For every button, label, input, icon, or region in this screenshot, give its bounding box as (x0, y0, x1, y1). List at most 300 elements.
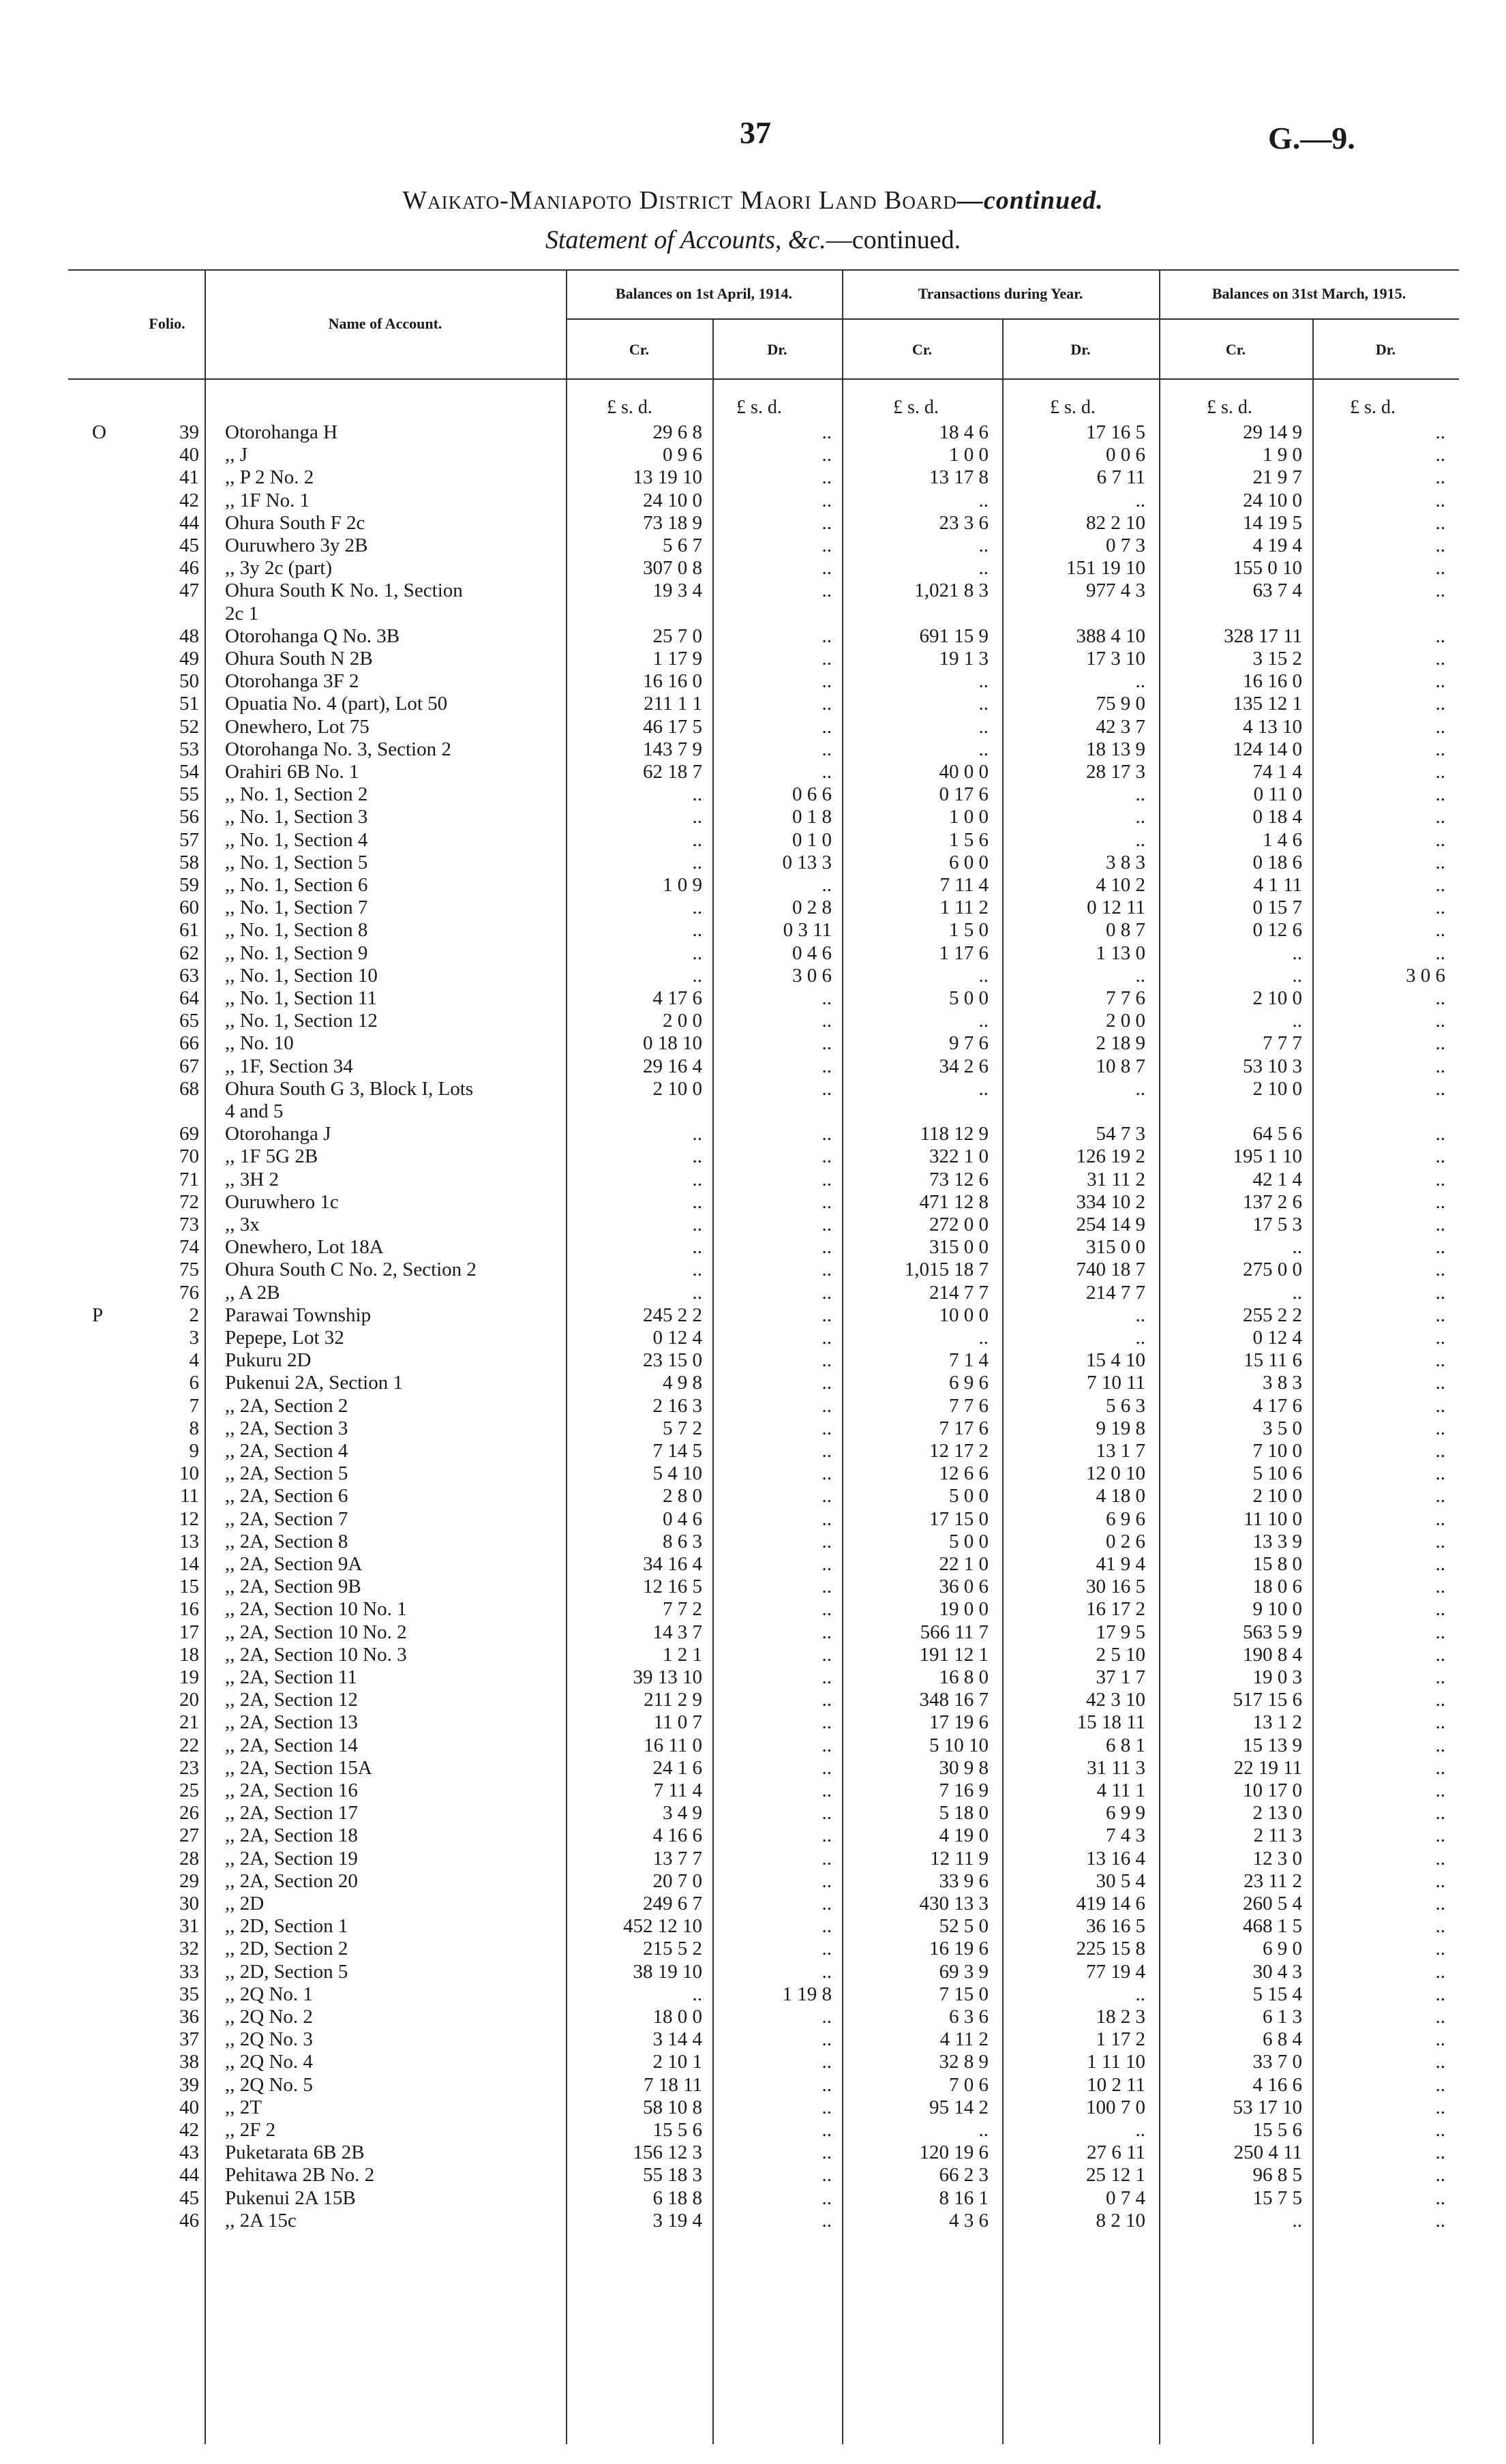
amount-cell: .. (1435, 761, 1445, 783)
amount-cell: 13 7 7 (652, 1847, 702, 1869)
amount-cell: 5 7 2 (663, 1417, 702, 1439)
folio-number: 55 (179, 783, 199, 806)
amount-cell: .. (822, 625, 832, 647)
amount-cell: 4 19 4 (1252, 535, 1302, 556)
amount-cell: 3 19 4 (652, 2209, 702, 2232)
amount-cell: .. (1435, 1304, 1445, 1326)
folio-number: 59 (179, 874, 199, 896)
account-name: Onewhero, Lot 75 (225, 715, 370, 738)
unit-label-5: £ s. d. (1207, 397, 1252, 418)
amount-cell: 13 1 2 (1252, 1711, 1302, 1734)
amount-cell: 126 19 2 (1076, 1145, 1145, 1168)
amount-cell: .. (1435, 1168, 1445, 1190)
header-transactions: Transactions during Year. (918, 285, 1083, 302)
header-cr-open: Cr. (629, 341, 650, 358)
amount-cell: .. (978, 2119, 989, 2141)
amount-cell: 7 0 6 (949, 2073, 989, 2096)
account-name: ,, 2A 15c (225, 2209, 297, 2232)
table-row (0, 1055, 1506, 1078)
amount-cell: 19 0 0 (939, 1598, 989, 1621)
unit-label-2: £ s. d. (736, 397, 782, 418)
amount-cell: .. (1435, 2187, 1445, 2209)
amount-cell: 7 7 7 (1263, 1032, 1302, 1055)
account-name: ,, 2Q No. 1 (225, 1983, 313, 2005)
amount-cell: .. (822, 2187, 832, 2209)
account-name: Parawai Township (225, 1304, 372, 1326)
amount-cell: 5 6 7 (663, 535, 702, 556)
amount-cell: .. (822, 1893, 832, 1914)
amount-cell: .. (978, 964, 989, 987)
table-row (0, 1282, 1506, 1304)
account-name: ,, 2A, Section 17 (225, 1802, 358, 1824)
amount-cell: .. (1135, 783, 1145, 806)
table-row (0, 1824, 1506, 1847)
amount-cell: .. (1292, 964, 1302, 987)
table-row (0, 625, 1506, 648)
amount-cell: .. (1135, 2119, 1145, 2141)
amount-cell: .. (822, 2096, 832, 2118)
folio-number: 25 (179, 1779, 199, 1801)
amount-cell: 15 7 5 (1252, 2187, 1302, 2209)
title-continued: —continued. (957, 186, 1104, 215)
folio-number: 66 (179, 1032, 199, 1055)
amount-cell: 73 12 6 (929, 1168, 989, 1190)
amount-cell: .. (822, 670, 832, 693)
amount-cell: 17 16 5 (1086, 421, 1145, 443)
amount-cell: .. (822, 1236, 832, 1259)
folio-number: 21 (179, 1711, 199, 1734)
amount-cell: 18 0 6 (1252, 1576, 1302, 1598)
amount-cell: .. (1292, 2209, 1302, 2232)
amount-cell: 62 18 7 (643, 761, 702, 783)
amount-cell: 3 5 0 (1263, 1417, 1302, 1439)
account-name: ,, No. 1, Section 11 (225, 987, 377, 1009)
table-row (0, 557, 1506, 580)
folio-number: 44 (179, 511, 199, 534)
folio-number: 29 (179, 1869, 199, 1892)
folio-number: 4 (189, 1349, 199, 1372)
table-row (0, 580, 1506, 602)
folio-number: 40 (179, 2096, 199, 2118)
header-cr-close: Cr. (1225, 341, 1246, 358)
amount-cell: .. (822, 535, 832, 556)
amount-cell: 14 19 5 (1243, 511, 1302, 534)
amount-cell: 15 5 6 (1252, 2119, 1302, 2141)
amount-cell: 1 17 6 (939, 942, 989, 964)
amount-cell: .. (692, 1145, 702, 1168)
amount-cell: 17 3 10 (1086, 648, 1145, 670)
amount-cell: 1 0 9 (663, 874, 702, 896)
amount-cell: .. (822, 1530, 832, 1552)
amount-cell: 4 19 0 (939, 1824, 989, 1847)
amount-cell: .. (822, 693, 832, 715)
account-name: Opuatia No. 4 (part), Lot 50 (225, 693, 448, 715)
amount-cell: 31 11 2 (1087, 1168, 1145, 1190)
amount-cell: .. (692, 1259, 702, 1281)
amount-cell: 2 10 0 (1252, 987, 1302, 1009)
amount-cell: 41 9 4 (1096, 1553, 1145, 1575)
folio-number: 74 (179, 1236, 199, 1259)
table-row (0, 1349, 1506, 1372)
amount-cell: .. (822, 1869, 832, 1892)
amount-cell: 6 8 4 (1263, 2028, 1302, 2051)
folio-number: 3 (189, 1327, 199, 1349)
amount-cell: .. (822, 1372, 832, 1394)
amount-cell: .. (822, 1485, 832, 1507)
amount-cell: 0 0 6 (1106, 444, 1145, 466)
folio-number: 27 (179, 1824, 199, 1847)
amount-cell: 6 1 3 (1263, 2006, 1302, 2028)
table-row (0, 2187, 1506, 2210)
account-name: Ohura South F 2c (225, 511, 365, 534)
amount-cell: 30 5 4 (1096, 1869, 1145, 1892)
amount-cell: 315 0 0 (1086, 1236, 1145, 1259)
amount-cell: 740 18 7 (1076, 1259, 1145, 1281)
amount-cell: 124 14 0 (1233, 738, 1302, 760)
account-name: ,, 2D, Section 2 (225, 1938, 348, 1960)
amount-cell: .. (822, 1938, 832, 1960)
amount-cell: 42 3 10 (1086, 1689, 1145, 1711)
table-row (0, 1214, 1506, 1236)
amount-cell: 7 15 0 (939, 1983, 989, 2005)
amount-cell: .. (822, 2051, 832, 2073)
amount-cell: .. (978, 557, 989, 580)
amount-cell: 29 14 9 (1243, 421, 1302, 443)
account-name: ,, 2D, Section 5 (225, 1960, 348, 1983)
account-name: ,, 2A, Section 19 (225, 1847, 358, 1869)
table-row (0, 1734, 1506, 1757)
amount-cell: 13 3 9 (1252, 1530, 1302, 1552)
amount-cell: .. (692, 897, 702, 919)
account-name: Ohura South G 3, Block I, Lots (225, 1077, 474, 1100)
amount-cell: 0 3 11 (783, 919, 832, 942)
amount-cell: .. (822, 874, 832, 896)
page-number: 37 (740, 115, 771, 150)
header-balances-open: Balances on 1st April, 1914. (615, 285, 793, 302)
amount-cell: 25 7 0 (652, 625, 702, 647)
amount-cell: 191 12 1 (919, 1643, 989, 1666)
amount-cell: 12 11 9 (930, 1847, 989, 1869)
account-name: ,, 1F No. 1 (225, 489, 310, 511)
amount-cell: .. (1435, 1779, 1445, 1801)
header-dr-open: Dr. (767, 341, 787, 358)
amount-cell: .. (822, 1756, 832, 1779)
amount-cell: 22 19 11 (1233, 1756, 1302, 1779)
amount-cell: 24 1 6 (652, 1756, 702, 1779)
account-name: Ohura South N 2B (225, 648, 373, 670)
folio-number: 35 (179, 1983, 199, 2005)
amount-cell: 31 11 3 (1087, 1756, 1145, 1779)
table-row (0, 1440, 1506, 1462)
account-name: 4 and 5 (225, 1100, 284, 1122)
table-row (0, 1372, 1506, 1394)
amount-cell: .. (822, 1802, 832, 1824)
account-name: ,, 2Q No. 4 (225, 2051, 313, 2073)
amount-cell: 1,021 8 3 (914, 580, 989, 602)
account-name: ,, No. 1, Section 7 (225, 897, 368, 919)
folio-number: 45 (179, 2187, 199, 2209)
amount-cell: .. (822, 1734, 832, 1756)
folio-number: 9 (189, 1440, 199, 1462)
amount-cell: 388 4 10 (1076, 625, 1145, 647)
amount-cell: .. (822, 1077, 832, 1100)
table-row (0, 1621, 1506, 1644)
table-row (0, 2164, 1506, 2187)
amount-cell: .. (1435, 806, 1445, 828)
table-row (0, 2051, 1506, 2073)
amount-cell: 2 18 9 (1096, 1032, 1145, 1055)
amount-cell: .. (1135, 489, 1145, 511)
amount-cell: 6 18 8 (652, 2187, 702, 2209)
amount-cell: 3 0 6 (1406, 964, 1445, 987)
amount-cell: .. (1435, 1485, 1445, 1507)
account-name: ,, 2D, Section 1 (225, 1915, 348, 1938)
amount-cell: .. (1435, 1010, 1445, 1032)
amount-cell: 16 8 0 (939, 1666, 989, 1688)
folio-letter: O (92, 421, 106, 443)
amount-cell: .. (1435, 1327, 1445, 1349)
amount-cell: 334 10 2 (1076, 1190, 1145, 1213)
account-name: ,, A 2B (225, 1281, 280, 1304)
account-name: ,, 1F, Section 34 (225, 1055, 353, 1077)
folio-number: 18 (179, 1643, 199, 1666)
folio-number: 15 (179, 1576, 199, 1598)
amount-cell: 1 5 0 (949, 919, 989, 942)
amount-cell: .. (1435, 557, 1445, 580)
amount-cell: 1 0 0 (949, 444, 989, 466)
amount-cell: .. (1435, 2006, 1445, 2028)
amount-cell: 250 4 11 (1233, 2142, 1302, 2164)
amount-cell: 1 11 10 (1087, 2051, 1145, 2073)
amount-cell: .. (1435, 1349, 1445, 1372)
amount-cell: .. (1435, 1530, 1445, 1552)
amount-cell: 0 1 0 (792, 828, 832, 851)
amount-cell: 42 3 7 (1096, 715, 1145, 738)
amount-cell: 2 5 10 (1096, 1643, 1145, 1666)
amount-cell: 30 9 8 (939, 1756, 989, 1779)
account-name: ,, 2A, Section 4 (225, 1440, 348, 1462)
amount-cell: 15 18 11 (1076, 1711, 1145, 1734)
amount-cell: 32 8 9 (939, 2051, 989, 2073)
amount-cell: 9 19 8 (1096, 1417, 1145, 1439)
amount-cell: 82 2 10 (1086, 511, 1145, 534)
folio-number: 67 (179, 1055, 199, 1077)
amount-cell: 22 1 0 (939, 1553, 989, 1575)
amount-cell: .. (692, 1236, 702, 1259)
folio-number: 33 (179, 1960, 199, 1983)
table-row (0, 1508, 1506, 1531)
amount-cell: 4 11 1 (1096, 1779, 1145, 1801)
amount-cell: 0 17 6 (939, 783, 989, 806)
account-name: Pepepe, Lot 32 (225, 1327, 344, 1349)
account-name: ,, 2A, Section 5 (225, 1462, 348, 1485)
account-name: Pehitawa 2B No. 2 (225, 2164, 375, 2187)
amount-cell: 0 12 11 (1087, 897, 1145, 919)
amount-cell: 55 18 3 (643, 2164, 702, 2187)
amount-cell: .. (1435, 1032, 1445, 1055)
amount-cell: 24 10 0 (1243, 489, 1302, 511)
amount-cell: .. (1435, 1281, 1445, 1304)
amount-cell: .. (978, 535, 989, 556)
folio-number: 30 (179, 1893, 199, 1914)
amount-cell: .. (1435, 1372, 1445, 1394)
amount-cell: .. (822, 1010, 832, 1032)
amount-cell: .. (1435, 1259, 1445, 1281)
table-row (0, 965, 1506, 987)
account-name: Ouruwhero 1c (225, 1190, 339, 1213)
amount-cell: 13 17 8 (929, 466, 989, 489)
folio-letter: P (92, 1304, 104, 1326)
amount-cell: 40 0 0 (939, 761, 989, 783)
amount-cell: .. (1435, 1214, 1445, 1235)
table-row (0, 1576, 1506, 1598)
folio-number: 51 (179, 693, 199, 715)
amount-cell: 517 15 6 (1233, 1689, 1302, 1711)
amount-cell: 17 19 6 (929, 1711, 989, 1734)
amount-cell: .. (978, 738, 989, 760)
amount-cell: .. (822, 489, 832, 511)
amount-cell: .. (1135, 1304, 1145, 1326)
amount-cell: 58 10 8 (643, 2096, 702, 2118)
account-name: ,, 2A, Section 20 (225, 1869, 358, 1892)
amount-cell: 0 12 4 (1252, 1327, 1302, 1349)
amount-cell: .. (692, 851, 702, 873)
amount-cell: .. (822, 1621, 832, 1643)
folio-number: 13 (179, 1530, 199, 1552)
amount-cell: 3 15 2 (1252, 648, 1302, 670)
amount-cell: 8 2 10 (1096, 2209, 1145, 2232)
amount-cell: 66 2 3 (939, 2164, 989, 2187)
amount-cell: 10 17 0 (1243, 1779, 1302, 1801)
amount-cell: 2 10 1 (652, 2051, 702, 2073)
table-row (0, 2028, 1506, 2051)
amount-cell: .. (692, 919, 702, 942)
account-name: ,, 1F 5G 2B (225, 1145, 318, 1168)
account-name: ,, 2A, Section 2 (225, 1394, 348, 1417)
amount-cell: 12 6 6 (939, 1462, 989, 1485)
amount-cell: 46 17 5 (643, 715, 702, 738)
amount-cell: 5 0 0 (949, 1485, 989, 1507)
amount-cell: 0 18 4 (1252, 806, 1302, 828)
amount-cell: 6 9 9 (1106, 1802, 1145, 1824)
amount-cell: .. (1435, 2164, 1445, 2187)
table-row (0, 1689, 1506, 1711)
amount-cell: 7 16 9 (939, 1779, 989, 1801)
amount-cell: 214 7 7 (1086, 1281, 1145, 1304)
folio-number: 50 (179, 670, 199, 693)
table-row (0, 1145, 1506, 1168)
header-dr-trans: Dr. (1070, 341, 1091, 358)
unit-label-1: £ s. d. (607, 397, 652, 418)
amount-cell: 25 12 1 (1086, 2164, 1145, 2187)
amount-cell: .. (822, 761, 832, 783)
amount-cell: .. (1435, 421, 1445, 443)
amount-cell: 33 7 0 (1252, 2051, 1302, 2073)
account-name: ,, 2Q No. 5 (225, 2073, 313, 2096)
table-row (0, 1032, 1506, 1055)
amount-cell: 0 2 8 (792, 897, 832, 919)
folio-number: 40 (179, 444, 199, 466)
amount-cell: .. (822, 2073, 832, 2096)
amount-cell: 16 16 0 (643, 670, 702, 693)
amount-cell: 348 16 7 (919, 1689, 989, 1711)
amount-cell: 10 0 0 (939, 1304, 989, 1326)
amount-cell: 4 13 10 (1243, 715, 1302, 738)
account-name: ,, No. 1, Section 5 (225, 851, 368, 873)
amount-cell: 2 0 0 (663, 1010, 702, 1032)
amount-cell: .. (978, 715, 989, 738)
table-row (0, 919, 1506, 942)
amount-cell: .. (692, 942, 702, 964)
amount-cell: 14 3 7 (652, 1621, 702, 1643)
amount-cell: .. (822, 1214, 832, 1235)
amount-cell: .. (692, 1190, 702, 1213)
table-row (0, 648, 1506, 670)
amount-cell: .. (1435, 828, 1445, 851)
folio-number: 68 (179, 1077, 199, 1100)
amount-cell: .. (822, 1394, 832, 1417)
amount-cell: .. (822, 715, 832, 738)
amount-cell: .. (692, 1214, 702, 1235)
amount-cell: 6 7 11 (1096, 466, 1145, 489)
amount-cell: .. (822, 1689, 832, 1711)
amount-cell: 1 5 6 (949, 828, 989, 851)
amount-cell: 0 12 6 (1252, 919, 1302, 942)
amount-cell: 272 0 0 (929, 1214, 989, 1235)
amount-cell: 5 10 10 (929, 1734, 989, 1756)
amount-cell: .. (692, 783, 702, 806)
amount-cell: .. (978, 1077, 989, 1100)
amount-cell: 4 9 8 (663, 1372, 702, 1394)
amount-cell: .. (1292, 942, 1302, 964)
amount-cell: 215 5 2 (643, 1938, 702, 1960)
account-name: Pukenui 2A, Section 1 (225, 1372, 403, 1394)
amount-cell: 4 1 11 (1253, 874, 1302, 896)
amount-cell: 42 1 4 (1252, 1168, 1302, 1190)
amount-cell: 15 5 6 (652, 2119, 702, 2141)
account-name: Otorohanga H (225, 421, 338, 443)
amount-cell: .. (1435, 783, 1445, 806)
table-row (0, 1462, 1506, 1485)
folio-number: 42 (179, 489, 199, 511)
table-row (0, 1169, 1506, 1191)
amount-cell: .. (1435, 489, 1445, 511)
table-row (0, 829, 1506, 852)
amount-cell: 8 16 1 (939, 2187, 989, 2209)
amount-cell: 10 2 11 (1087, 2073, 1145, 2096)
folio-number: 39 (179, 2073, 199, 2096)
amount-cell: 151 19 10 (1066, 557, 1145, 580)
amount-cell: .. (822, 421, 832, 443)
folio-number: 20 (179, 1689, 199, 1711)
folio-number: 36 (179, 2006, 199, 2028)
amount-cell: .. (1135, 1983, 1145, 2005)
amount-cell: 5 4 10 (652, 1462, 702, 1485)
folio-number: 10 (179, 1462, 199, 1485)
amount-cell: .. (822, 1643, 832, 1666)
folio-number: 49 (179, 648, 199, 670)
table-row (0, 1961, 1506, 1983)
amount-cell: .. (822, 987, 832, 1009)
amount-cell: .. (1435, 693, 1445, 715)
amount-cell: 322 1 0 (929, 1145, 989, 1168)
table-row (0, 1327, 1506, 1349)
amount-cell: 15 8 0 (1252, 1553, 1302, 1575)
table-row (0, 1779, 1506, 1802)
amount-cell: 16 17 2 (1086, 1598, 1145, 1621)
amount-cell: 19 0 3 (1252, 1666, 1302, 1688)
amount-cell: 260 5 4 (1243, 1893, 1302, 1914)
